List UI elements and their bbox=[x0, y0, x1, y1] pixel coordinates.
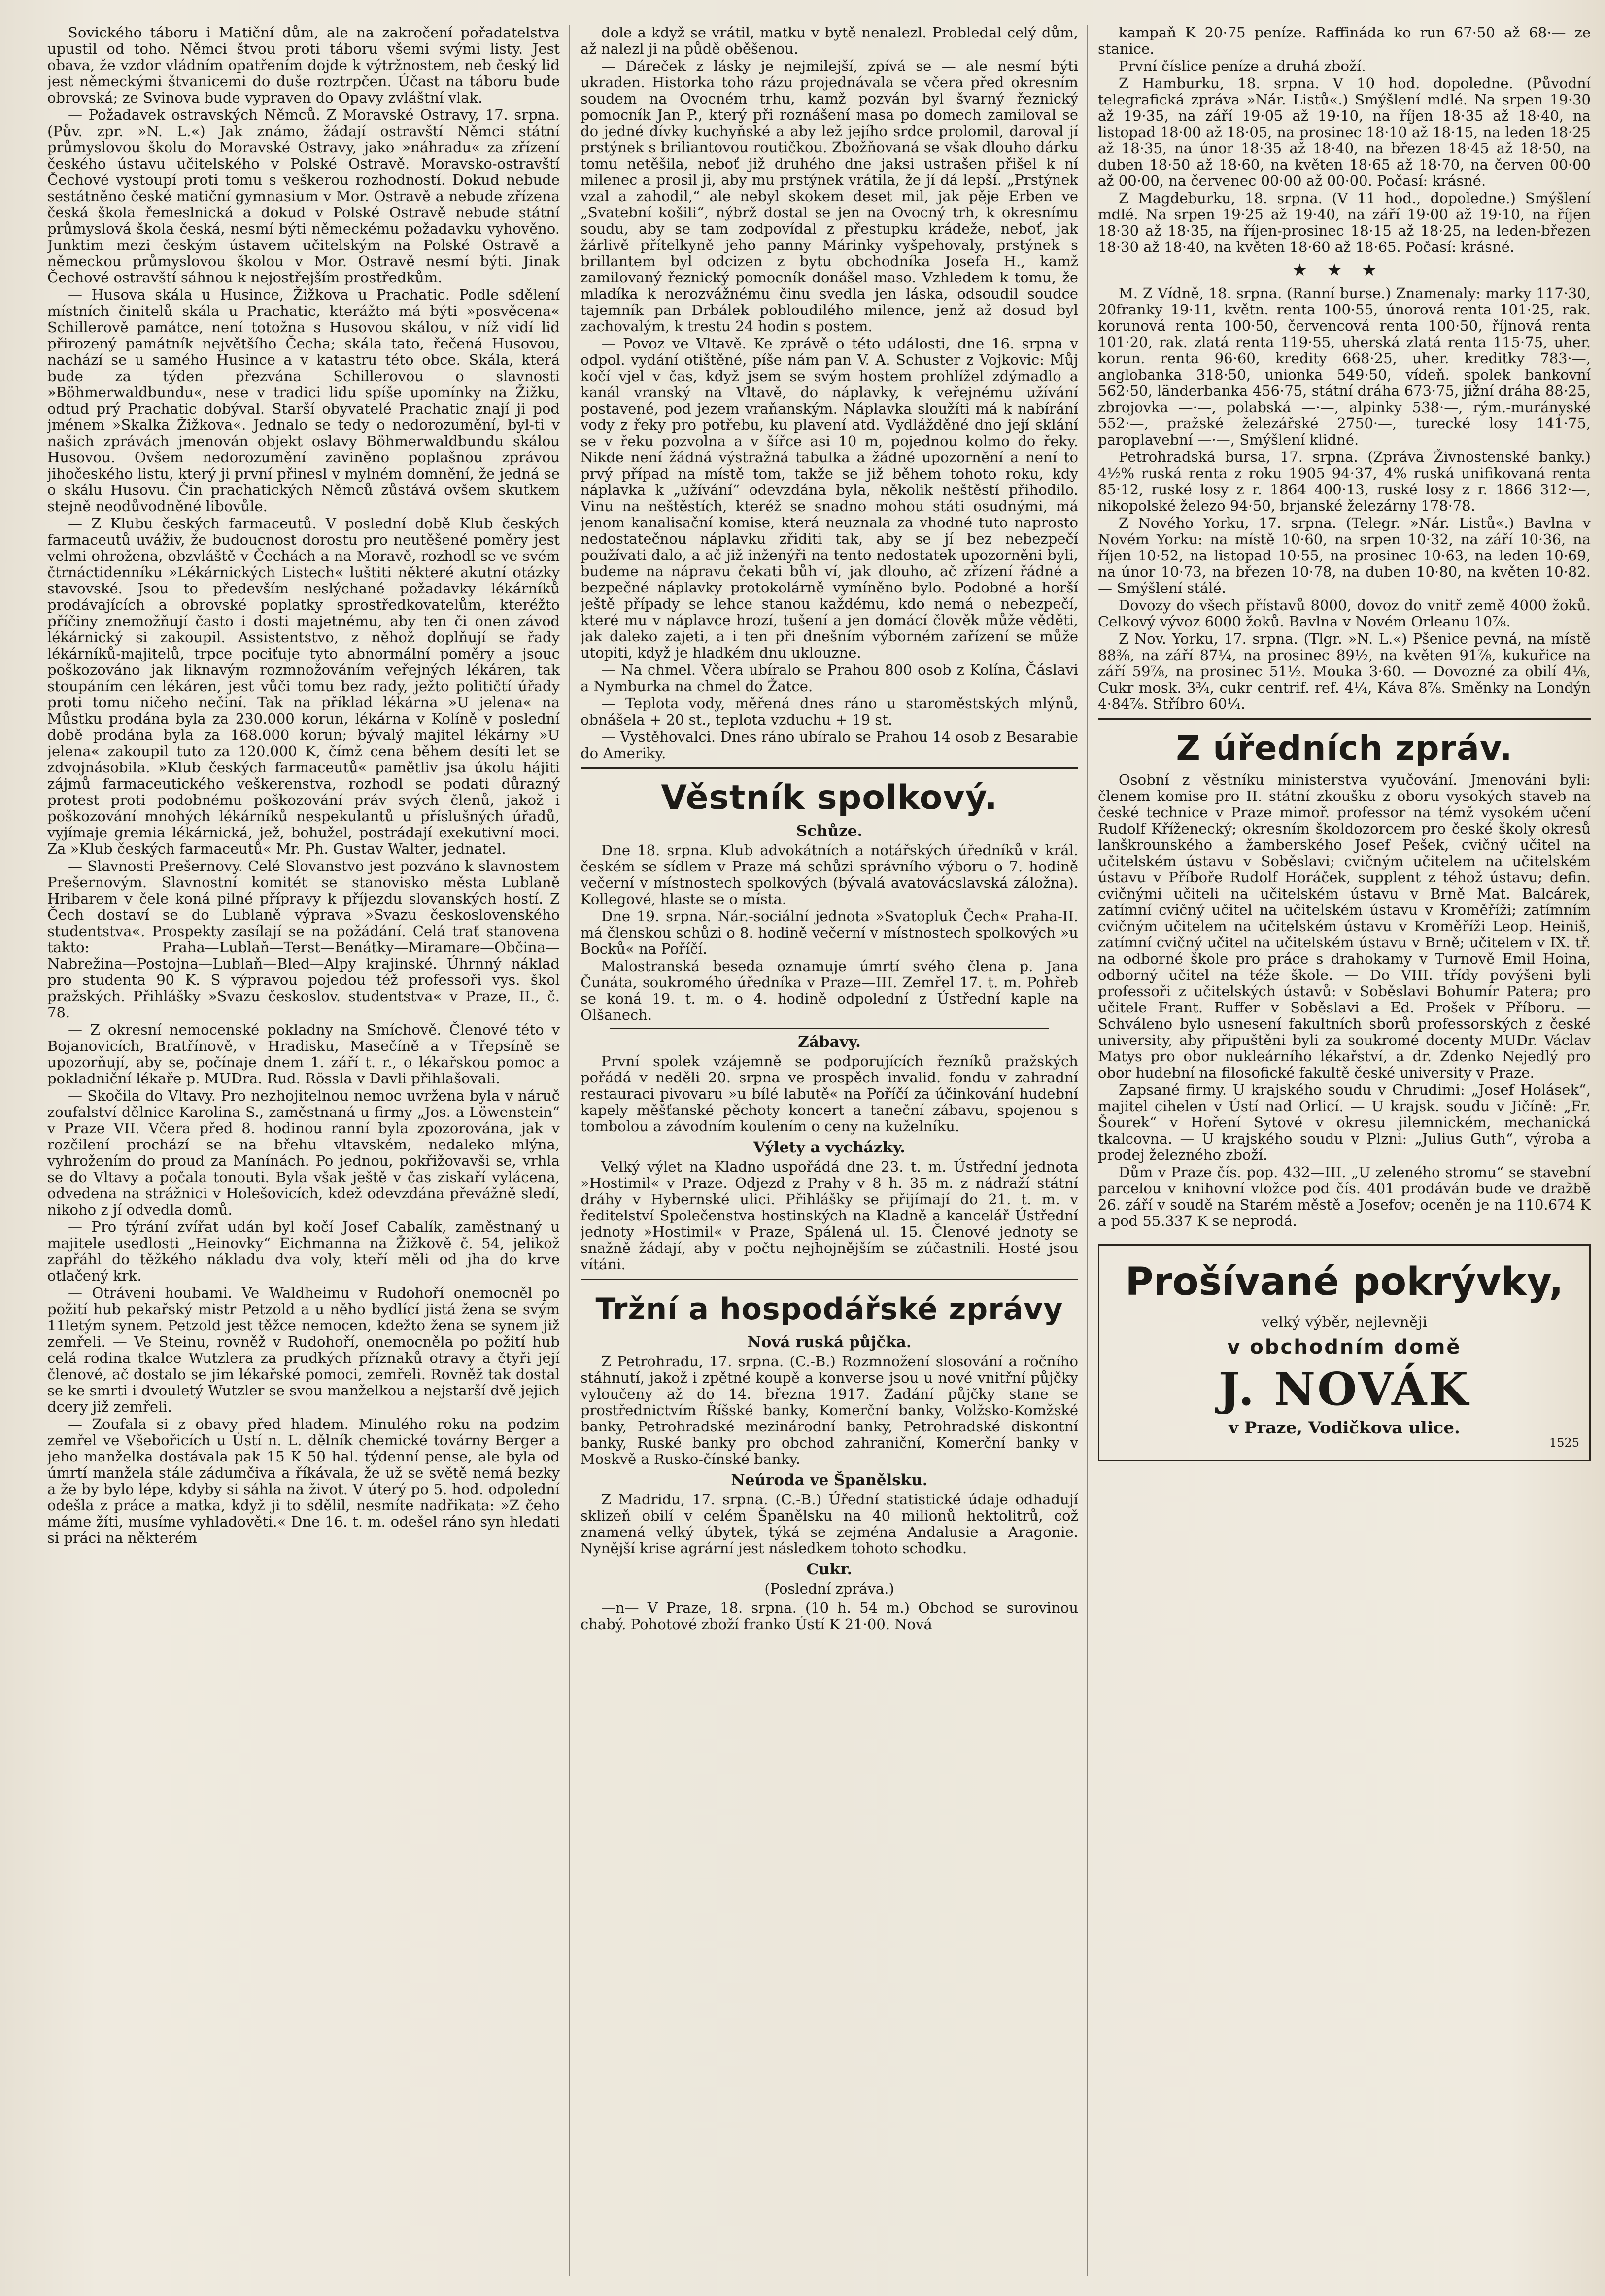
paragraph: Dům v Praze čís. pop. 432—III. „U zeleného stromu“ se stavební parcelou v knihovní vložce pod čís. 401 prodáván bude ve dražbě 26. září v soudě na Starém městě a Josefov; oceněn je na 110.674 K a pod 55.337 K se neprodá. bbox=[1098, 1164, 1591, 1229]
cukr-subheading: (Poslední zpráva.) bbox=[764, 1580, 894, 1597]
sugar-markets bbox=[1098, 75, 1591, 255]
paragraph: První číslice peníze a druhá zboží. bbox=[1119, 58, 1366, 74]
paragraph: — Slavnosti Prešernovy. Celé Slovanstvo jest pozváno k slavnostem Prešernovým. Slavnostní komitét se stanovisko města Lublaně Hribarem v čele koná pilné přípravy k příjezdu slovanských hostí. Z Čech dostaví se do Lublaně výprava »Svazu československého studentstva«. Prospekty zasílají se na požádání. Celá trať stanovena takto: Praha—Lublaň—Terst—Benátky—Miramare—Občina—Nabrežina—Postojna—Lublaň—Bled—Alpy krajinské. Úhrnný náklad pro studenta 90 K. S výpravou pojedou též professoři vys. škol pražských. Přihlášky »Svazu českoslov. studentstva« v Praze, II., č. 78. bbox=[47, 858, 560, 1021]
paragraph: Z Nového Yorku, 17. srpna. (Telegr. »Nár. Listů«.) Bavlna v Novém Yorku: na místě 10·60, na srpen 10·32, na září 10·36, na říjen 10·52, na listopad 10·55, na prosinec 10·63, na leden 10·69, na únor 10·73, na březen 10·78, na duben 10·80, na květen 10·82. — Smýšlení stálé. bbox=[1098, 515, 1591, 596]
paragraph: — Zoufala si z obavy před hladem. Minulého roku na podzim zemřel ve Všebořicích u Ústí n. L. dělník chemické továrny Berger a jeho manželka dostávala pak 15 K 50 hal. týdenní pense, ale byla od úmrtí manžela stále zádumčiva a říkávala, že už se světě nemá bezky a že by bylo lépe, kdyby si sáhla na život. V úterý po 5. hod. odpolední odešla z práce a matka, když ji to sdělil, nesmíte nadřikata: »Z čeho máme žíti, musíme vyhladověti.« Dne 16. t. m. odešel ráno syn hledati si práci na některém bbox=[47, 1416, 560, 1546]
sugar-continued bbox=[1098, 25, 1591, 74]
paragraph: Z Petrohradu, 17. srpna. (C.-B.) Rozmnožení slosování a ročního stáhnutí, jakož i zpětné koupě a konverse jsou u nové vnitřní půjčky vyloučeny až do 14. března 1917. Zadání půjčky stane se prostřednictvím Říšské banky, Komerční banky, Volžsko-Komžské banky, Petrohradské mezinárodní banky, Petrohradské diskontní banky, Ruské banky pro obchod zahraniční, Komerční banky v Moskvě a Rusko-čínské banky. bbox=[581, 1353, 1078, 1467]
section-rule bbox=[581, 767, 1078, 769]
ad-address: v Praze, Vodičkova ulice. bbox=[1229, 1418, 1460, 1438]
paragraph: Malostranská beseda oznamuje úmrtí svého člena p. Jana Čunáta, soukromého úředníka v Praze—III. Zemřel 17. t. m. Pohřeb se koná 19. t. m. o 4. hodině odpolední z Ústřední kaple na Olšanech. bbox=[581, 958, 1078, 1023]
cukr-heading: Cukr. bbox=[806, 1561, 853, 1578]
paragraph: Osobní z věstníku ministerstva vyučování. Jmenováni byli: členem komise pro II. státní zkoušku z oboru vysokých staveb na české technice v Praze mimoř. professor na témž vysokém učení Rudolf Kříženecký; okresním školdozorcem pro české školy okresů lanškrounského a žamberského Josef Pešek, cvičný učitel na učitelském ústavu v Soběslavi; cvičným učitelem na učitelském ústavu v Příboře Rudolf Horáček, supplent z téhož ústavu; defin. cvičnými učiteli na učitelském ústavu v Brně Mat. Balcárek, zatímní cvičný učitel na učitelském ústavu v Kroměříži; zatímním cvičným učitelem na učitelském ústavu v Kroměříži Leop. Heiniš, zatímní cvičný učitel na učitelském ústavu v Brně; učitelem v IX. tř. na odborné škole pro práce s drahokamy v Turnově Emil Hoina, odborný učitel na téže škole. — Do VIII. třídy povýšeni byli professoři z učitelských ústavů: v Soběslavi Bohumír Patera; pro učitele Frant. Ruffer v Soběslavi a Ed. Prošek v Příboru. — Schváleno bylo usnesení fakultních sborů professorských z české university, aby připuštěni byli za soukromé docenty MUDr. Václav Matys pro obor nukleárního lékařství, a dr. Zdenko Nejedlý pro obor hudební na filosofické fakultě české university v Praze. bbox=[1098, 771, 1591, 1081]
section-stars: ★★★ bbox=[1292, 260, 1397, 280]
pujcka-text bbox=[581, 1354, 1078, 1467]
paragraph: Z Hamburku, 18. srpna. V 10 hod. dopoledne. (Původní telegrafická zpráva »Nár. Listů«.) Smýšlení mdlé. Na srpen 19·30 až 19·35, na září 19·05 až 19·10, na říjen 18·35 až 18·40, na listopad 18·00 až 18·05, na prosinec 18·10 až 18·15, na leden 18·25 až 18·35, na únor 18·35 až 18·40, na březen 18·45 až 18·50, na duben 18·50 až 18·60, na květen 18·65 až 18·70, na červen 00·00 až 00·00, na červenec 00·00 až 00·00. Počasí: krásné. bbox=[1098, 75, 1591, 189]
ad-headline: Prošívané pokrývky, bbox=[1125, 1260, 1564, 1304]
paragraph: Velký výlet na Kladno uspořádá dne 23. t. m. Ústřední jednota »Hostimil« v Praze. Odjezd z Prahy v 8 h. 35 m. z nádraží státní dráhy v Hybernské ulici. Přihlášky se přijímají do 21. t. m. v ředitelství Společenstva hostinských na Kladně a kancelář Ústřední jednoty »Hostimil« v Praze, Spálená ul. 15. Členové jednoty se snažně žádají, aby v počtu nejhojnějším se zúčastnili. Hosté jsou vítáni. bbox=[581, 1158, 1078, 1273]
paragraph: — Otráveni houbami. Ve Waldheimu v Rudohoří onemocněl po požití hub pekařský mistr Petzold a u něho bydlící jistá žena se svým 11letým synem. Petzold jest těžce nemocen, kdežto žena se synem již zemřeli. — Ve Steinu, rovněž v Rudohoří, onemocněla po požití hub celá rodina tkalce Wutzlera za prudkých příznaků otravy a čtyři její členové, ač dostalo se jim lékařské pomoci, zemřeli. Rovněž tak dostal se ke smrti i dvouletý Wutzler se svou manželkou a nejstarší dvě jejich dcery již zemřeli. bbox=[47, 1285, 560, 1415]
column-divider bbox=[569, 25, 570, 2276]
trzni-heading: Tržní a hospodářské zprávy bbox=[595, 1292, 1063, 1326]
column-3 bbox=[1098, 25, 1591, 2276]
spolkovy-heading: Věstník spolkový. bbox=[661, 778, 998, 817]
zabavy-heading: Zábavy. bbox=[798, 1033, 861, 1051]
zabavy-list bbox=[581, 1053, 1078, 1135]
paragraph: — Z Klubu českých farmaceutů. V poslední době Klub českých farmaceutů uváživ, že budoucnost dorostu pro neutěšené poměry jest velmi ohrožena, obzvláště v Čechách a na Moravě, rozhodl se ve svém čtrnáctidenníku »Lékárnických Listech« luštiti některé akutní otázky stavovské. Jsou to především neslýchané požadavky lékárníků prodávajících a obrovské poplatky sprostředkovatelům, kteréžto příčiny znemožňují často i dosti majetnému, aby ten či onen závod lékárnický si zakoupil. Assistentstvo, z něhož doplňují se řady lékárníků-majitelů, trpce pociťuje tyto abnormální poměry a jsouc poškozováno jak liknavým rozmnožováním veřejných lékáren, tak stoupáním cen lékáren, jest vůči tomu bez rady, ježto političtí úřady proti tomu ničeho nečiní. Tak na příklad lékárna »U jelena« na Můstku prodána byla za 230.000 korun, lékárna v Kolíně v poslední době prodána byla za 168.000 korun; bývalý majitel lékárny »U jelena« zakoupil tuto za 120.000 K, čímž cena během desíti let se zdvojnásobila. »Klub českých farmaceutů« pamětliv jsa úkolu hájiti zájmů farmaceutického veškerenstva, rozhodl se podati důrazný protest proti podobnému poškozování práv svých členů, jakož i poškozování mnohých lékárníků nespekulantů u příslušných úřadů, vyjímaje gremia lékárnická, jež, bohužel, postrádají exekutivní moci. Za »Klub českých farmaceutů« Mr. Ph. Gustav Walter, jednatel. bbox=[47, 515, 560, 857]
ad-merchant-name: J. NOVÁK bbox=[1218, 1362, 1470, 1416]
paragraph: Dovozy do všech přístavů 8000, dovoz do vnitř země 4000 žoků. Celkový vývoz 6000 žoků. Bavlna v Novém Orleanu 10⅞. bbox=[1098, 597, 1591, 630]
paragraph: — Z okresní nemocenské pokladny na Smíchově. Členové této v Bojanovicích, Bratřínově, v Hradisku, Masečíně a v Třepsíně se upozorňují, aby se, počínaje dnem 1. září t. r., o lékařskou pomoc a pokladniční lékaře p. MUDra. Rud. Rössla v Davli přihlašovali. bbox=[47, 1021, 560, 1087]
finance-reports bbox=[1098, 285, 1591, 712]
vylety-heading: Výlety a vycházky. bbox=[753, 1139, 906, 1156]
paragraph: — Skočila do Vltavy. Pro nezhojitelnou nemoc uvržena byla v náruč zoufalství dělnice Karolina S., zaměstnaná u firmy „Jos. a Löwenstein“ v Praze VII. Včera před 8. hodinou ranní byla zpozorována, jak v rozčilení prochází se na břehu vltavském, nedaleko mlýna, vyhrožením do proud za Manínách. Po jednou, pokřižovavši se, vrhla se do Vltavy a počala tonouti. Byla však ještě v čas ziskaří vylácena, odvedena na strážnici v Holešovicích, kdež odevzdána převážně sledí, nikoho z jí odvedla domů. bbox=[47, 1087, 560, 1218]
vylety-list bbox=[581, 1159, 1078, 1273]
paragraph: M. Z Vídně, 18. srpna. (Ranní burse.) Znamenaly: marky 117·30, 20franky 19·11, květn. renta 100·55, únorová renta 101·25, rak. korunová renta 100·50, červencová renta 100·50, říjnová renta 101·20, rak. zlatá renta 119·55, uherská zlatá renta 115·75, uher. korun. renta 96·60, kredity 668·25, uher. kreditky 783·—, anglobanka 318·50, unionka 549·50, vídeň. spolek bankovní 562·50, länderbanka 456·75, státní dráha 673·75, jižní dráha 88·25, zbrojovka —·—, polabská —·—, alpinky 538·—, rým.-murányské 552·—, pražské železářské 2750·—, turecké losy 141·75, paroplavební —·—, Smýšlení klidné. bbox=[1098, 285, 1591, 448]
paragraph: — Dáreček z lásky je nejmilejší, zpívá se — ale nesmí býti ukraden. Historka toho rázu projednávala se včera před okresním soudem na Ovocném trhu, kamž pozván byl švarný řeznický pomocník Jan P., který při roznášení masa po domech zamiloval se do jedné dívky kuchyňské a aby lež jejího srdce prolomil, daroval jí prstýnek s briliantovou routičkou. Zbožňovaná se však dlouho dárku tomu netěšila, neboť již druhého dne jaksi ustrašen přišel k ní milenec a prosil ji, aby mu prstýnek vrátila, že jí dá lepší. „Prstýnek vzal a zahodil,“ ale nebyl skokem deset mil, jak pěje Erben ve „Svatební košili“, nýbrž dostal se jen na Ovocný trh, k okresnímu soudu, aby se tam zodpovídal z přestupku krádeže, neboť, jak žárlivě přítelkyně jeho panny Márinky vyšpehovaly, prstýnek s brillantem byl odcizen z bytu obchodníka Josefa H., kamž zamilovaný řeznický pomocník donášel maso. Vzhledem k tomu, že mladíka k nerozvážnému činu svedla jen láska, odsoudil soudce tajemník pan Drbálek pobloudilého milence, jenž až dosud byl zachovalým, k trestu 24 hodin s postem. bbox=[581, 58, 1078, 335]
ad-number: 1525 bbox=[1549, 1436, 1579, 1450]
paragraph: Z Nov. Yorku, 17. srpna. (Tlgr. »N. L.«) Pšenice pevná, na místě 88⅜, na září 87¼, na prosinec 89½, na květen 91⅞, kukuřice na září 59⅞, na prosinec 51½. Mouka 3·60. — Dovozné za obilí 4⅛, Cukr mosk. 3¾, cukr centrif. ref. 4¼, Káva 8⅞. Směnky na Londýn 4·84⅞. Stříbro 60¼. bbox=[1098, 630, 1591, 712]
paragraph: Zapsané firmy. U krajského soudu v Chrudimi: „Josef Holásek“, majitel cihelen v Ústí nad Orlicí. — U krajsk. soudu v Jičíně: „Fr. Šourek“ v Hoření Sytové v okresu jilemnickém, mechanická tkalcovna. — U krajského soudu v Plzni: „Julius Guth“, výroba a prodej železného zboží. bbox=[1098, 1081, 1591, 1163]
schuze-heading: Schůze. bbox=[796, 822, 863, 840]
paragraph: Petrohradská bursa, 17. srpna. (Zpráva Živnostenské banky.) 4½% ruská renta z roku 1905 94·37, 4% ruská unifikovaná renta 85·12, ruské losy z r. 1864 400·13, ruské losy z r. 1866 312·—, nikopolské železo 94·50, brjanské železárny 178·78. bbox=[1098, 449, 1591, 514]
paragraph: — Povoz ve Vltavě. Ke zprávě o této události, dne 16. srpna v odpol. vydání otištěné, píše nám pan V. A. Schuster z Vojkovic: Můj kočí vjel v čas, když jsem se svým hostem prohlížel zdýmadlo a kanál vranský na Vltavě, do náplavky, k veřejnému užívání postavené, pod jezem vraňanským. Náplavka sloužíti má k nabírání vody z řeky pro potřebu, ku plavení atd. Vydlážděné dno její sklání se v řeku pozvolna a v šířce asi 10 m, pojednou kolmo do řeky. Nikde není žádná výstražná tabulka a žádné upozornění a není to prvý případ na místě tom, takže se již během tohoto roku, kdy náplavka k „užívání“ odevzdána byla, několik neštěstí přihodilo. Vinu na neštěstích, kteréž se snadno mohou státi osudnými, má jenom kanalisační komise, která neuznala za vhodné tuto naprosto nedostatečnou náplavku zřiditi tak, aby se jí bez nebezpečí používati dalo, a ač již inženýři na tento nedostatek upozorněni byli, budeme na nápravu čekati bůh ví, jak dlouho, ač zřízení řádné a bezpečné náplavky protokolárně vymíněno bylo. Podobné a horší ještě případy se lehce stanou každému, kdo nemá o nebezpečí, které mu v náplavce hrozí, tušení a jen domácí člověk může věděti, jak daleko zajeti, a i ten při dnešním výborném zařízení se může utopiti, když je hladkém dnu uklouzne. bbox=[581, 335, 1078, 661]
paragraph: — Pro týrání zvířat udán byl kočí Josef Cabalík, zaměstnaný u majitele usedlosti „Heinovky“ Eichmanna na Žižkově č. 54, jelikož zapřáhl do těžkého nákladu dva voly, kteří měli od jha do krve otlačený krk. bbox=[47, 1218, 560, 1284]
advertisement bbox=[1098, 1244, 1591, 1461]
column-2 bbox=[581, 25, 1078, 2276]
section-rule bbox=[1098, 718, 1591, 720]
column-1 bbox=[47, 25, 560, 2276]
minor-rule bbox=[610, 1028, 1049, 1029]
paragraph: dole a když se vrátil, matku v bytě nenalezl. Probledal celý dům, až nalezl ji na půdě oběšenou. bbox=[581, 25, 1078, 57]
paragraph: Sovického táboru i Matiční dům, ale na zakročení pořadatelstva upustil od toho. Němci štvou proti táboru všemi svými listy. Jest obava, že vzdor vládním opatřením dojde k výtržnostem, neb český lid jest německými štvanicemi do duše roztrpčen. Účast na táboru bude obrovská; ze Svinova bude vypraven do Opavy zvláštní vlak. bbox=[47, 25, 560, 106]
paragraph: kampaň K 20·75 peníze. Raffináda ko run 67·50 až 68·— ze stanice. bbox=[1098, 25, 1591, 57]
pujcka-heading: Nová ruská půjčka. bbox=[747, 1333, 912, 1351]
neuroda-heading: Neúroda ve Španělsku. bbox=[731, 1471, 928, 1489]
uredni-heading: Z úředních zpráv. bbox=[1176, 729, 1513, 768]
paragraph: První spolek vzájemně se podporujících řezníků pražských pořádá v neděli 20. srpna ve prospěch invalid. fondu v zahradní restauraci pivovaru »u bílé labutě« na Poříčí za účinkování hudební kapely měšťanské pěchoty koncert a taneční zábavu, spojenou s tombolou a závodním koulením o ceny na kuželníku. bbox=[581, 1053, 1078, 1135]
paragraph: — Požadavek ostravských Němců. Z Moravské Ostravy, 17. srpna. (Pův. zpr. »N. L.«) Jak známo, žádají ostravští Němci státní průmyslovou školu do Moravské Ostravy, jako »náhradu« za zřízení českého ústavu učitelského v Polské Ostravě. Moravsko-ostravští Čechové vystoupí proti tomu s veškerou rozhodností. Dokud nebude sestátněno české matiční gymnasium v Mor. Ostravě a nebude zřízena česká škola řemeslnická a dokud v Polské Ostravě nebude státní průmyslová škola česká, nesmí býti německému požadavku vyhověno. Junktim mezi českým ústavem učitelským na Polské Ostravě a německou průmyslovou školou v Mor. Ostravě nesmí býti. Jinak Čechové ostravští sáhnou k nejostřejším prostředkům. bbox=[47, 106, 560, 286]
ad-line-1: velký výběr, nejlevněji bbox=[1261, 1314, 1428, 1331]
cukr-text bbox=[581, 1600, 1078, 1633]
section-rule bbox=[581, 1279, 1078, 1280]
paragraph: — Na chmel. Včera ubíralo se Prahou 800 osob z Kolína, Čáslavi a Nymburka na chmel do Žatce. bbox=[581, 661, 1078, 695]
uredni-list bbox=[1098, 772, 1591, 1229]
ad-line-2: v obchodním domě bbox=[1227, 1336, 1462, 1358]
paragraph: — Teplota vody, měřená dnes ráno u staroměstských mlýnů, obnášela + 20 st., teplota vzduchu + 19 st. bbox=[581, 695, 1078, 728]
column-2-articles bbox=[581, 25, 1078, 762]
paragraph: — Vystěhovalci. Dnes ráno ubíralo se Prahou 14 osob z Besarabie do Ameriky. bbox=[581, 729, 1078, 762]
paragraph: Z Madridu, 17. srpna. (C.-B.) Úřední statistické údaje odhadují sklizeň obilí v celém Španělsku na 40 milionů hektolitrů, což znamená velký úbytek, týká se zejména Andalusie a Aragonie. Nynější krise agrární jest následkem tohoto schodku. bbox=[581, 1491, 1078, 1557]
paragraph: — Husova skála u Husince, Žižkova u Prachatic. Podle sdělení místních činitelů skála u Prachatic, kterážto má býti »posvěcena« Schillerově památce, není totožna s Husovou skálou, v níž vidí lid přirozený památník největšího Čecha; skála tato, řečená Husovou, nachází se u samého Husince a v katastru této obce. Skála, která bude za týden přezvána Schillerovou o slavnosti »Böhmerwaldbundu«, nese v tradici lidu spíše upomínky na Žižku, odtud prý Prachatic dobýval. Starší obyvatelé Prachatic znají ji pod jménem »Skalka Žižkova«. Jednalo se tedy o nedorozumění, byl-ti v našich zprávách jmenován objekt oslavy Böhmerwaldbundu skálou Husovou. Ovšem nedorozumění zaviněno poplašnou zprávou jihočeského listu, který ji první přinesl v mylném domnění, že jedná se o skálu Husovu. Čin prachatických Němců zůstává ovšem skutkem stejně neodůvodněné libovůle. bbox=[47, 286, 560, 515]
paragraph: Z Magdeburku, 18. srpna. (V 11 hod., dopoledne.) Smýšlení mdlé. Na srpen 19·25 až 19·40, na září 19·00 až 19·10, na říjen 18·30 až 18·35, na říjen-prosinec 18·15 až 18·25, na leden-březen 18·30 až 18·40, na květen 18·60 až 18·65. Počasí: krásné. bbox=[1098, 190, 1591, 255]
schuze-list bbox=[581, 842, 1078, 1023]
paragraph: —n— V Praze, 18. srpna. (10 h. 54 m.) Obchod se surovinou chabý. Pohotové zboží franko Ústí K 21·00. Nová bbox=[581, 1600, 1078, 1633]
paragraph: Dne 18. srpna. Klub advokátních a notářských úředníků v král. českém se sídlem v Praze má schůzi správního výboru o 7. hodině večerní v místnostech spolkových (bývalá avatovácslavská záložna). Kollegové, hlaste se o místa. bbox=[581, 842, 1078, 907]
paragraph: Dne 19. srpna. Nár.-sociální jednota »Svatopluk Čech« Praha-II. má členskou schůzi o 8. hodině večerní v místnostech spolkových »u Bocků« na Poříčí. bbox=[581, 908, 1078, 957]
neuroda-text bbox=[581, 1492, 1078, 1557]
column-divider bbox=[1087, 25, 1088, 2276]
